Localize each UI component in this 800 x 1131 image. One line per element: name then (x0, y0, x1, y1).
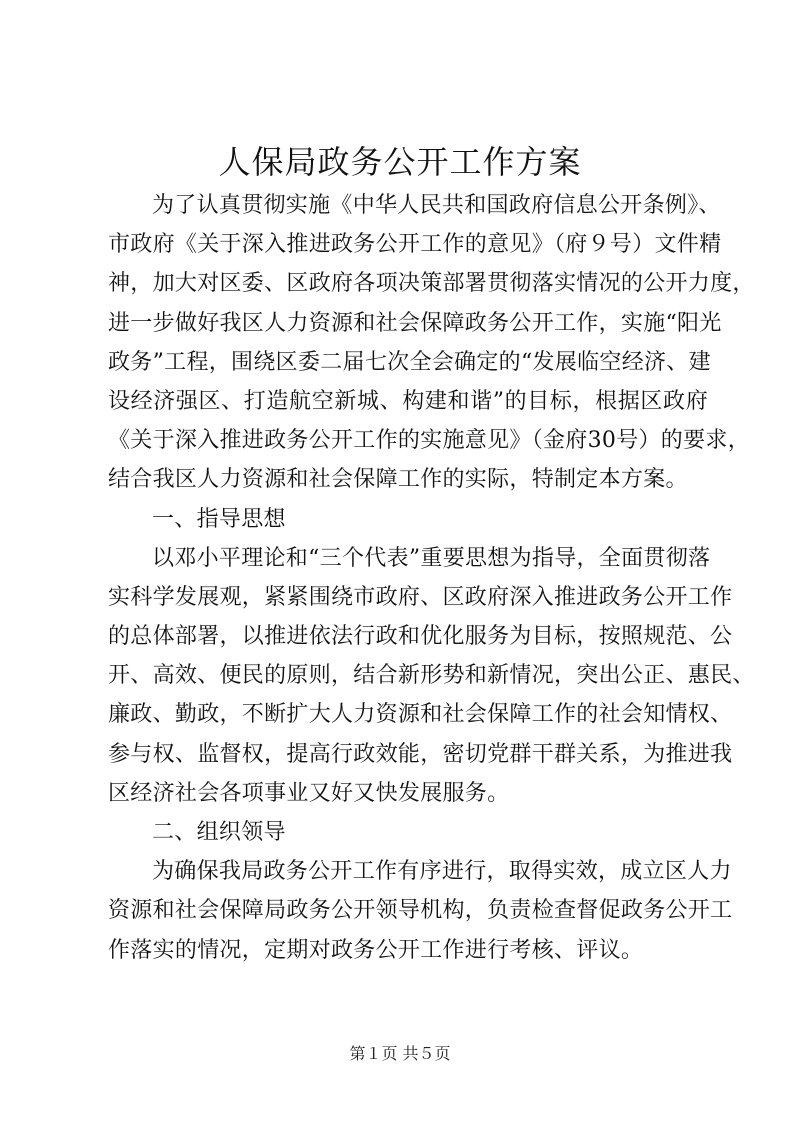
page-number-footer: 第１页 共５页 (349, 1044, 451, 1063)
section-heading: 二、组织领导 (152, 820, 286, 845)
paragraph-line: 《关于深入推进政务公开工作的实施意见》（金府30号）的要求， (108, 428, 750, 454)
paragraph-line: 结合我区人力资源和社会保障工作的实际，特制定本方案。 (108, 467, 688, 493)
paragraph-line: 设经济强区、打造航空新城、构建和谐”的目标，根据区政府 (108, 388, 708, 414)
paragraph-line: 廉政、勤政，不断扩大人力资源和社会保障工作的社会知情权、 (108, 702, 733, 728)
paragraph-line: 为确保我局政务公开工作有序进行，取得实效，成立区人力 (152, 859, 732, 885)
paragraph-line: 进一步做好我区人力资源和社会保障政务公开工作，实施“阳光 (108, 310, 722, 336)
document-body (108, 186, 755, 970)
paragraph-line: 的总体部署，以推进依法行政和优化服务为目标，按照规范、公 (108, 624, 733, 650)
paragraph-line: 为了认真贯彻实施《中华人民共和国政府信息公开条例》、 (152, 193, 721, 218)
paragraph-line: 资源和社会保障局政务公开领导机构，负责检查督促政务公开工 (108, 898, 733, 924)
paragraph-line: 开、高效、便民的原则，结合新形势和新情况，突出公正、惠民、 (108, 663, 755, 689)
paragraph-line: 神，加大对区委、区政府各项决策部署贯彻落实情况的公开力度， (108, 271, 755, 297)
paragraph-line: 参与权、监督权，提高行政效能，密切党群干群关系，为推进我 (108, 741, 733, 767)
paragraph-line: 市政府《关于深入推进政务公开工作的意见》（府９号）文件精 (108, 232, 722, 258)
paragraph-line: 政务”工程，围绕区委二届七次全会确定的“发展临空经济、建 (108, 349, 711, 375)
paragraph-line: 作落实的情况，定期对政务公开工作进行考核、评议。 (108, 937, 644, 963)
document-title: 人保局政务公开工作方案 (218, 143, 582, 181)
section-heading: 一、指导思想 (152, 506, 286, 532)
paragraph-line: 区经济社会各项事业又好又快发展服务。 (108, 780, 510, 806)
paragraph-line: 实科学发展观，紧紧围绕市政府、区政府深入推进政务公开工作 (108, 584, 733, 610)
paragraph-line: 以邓小平理论和“三个代表”重要思想为指导，全面贯彻落 (152, 545, 711, 571)
